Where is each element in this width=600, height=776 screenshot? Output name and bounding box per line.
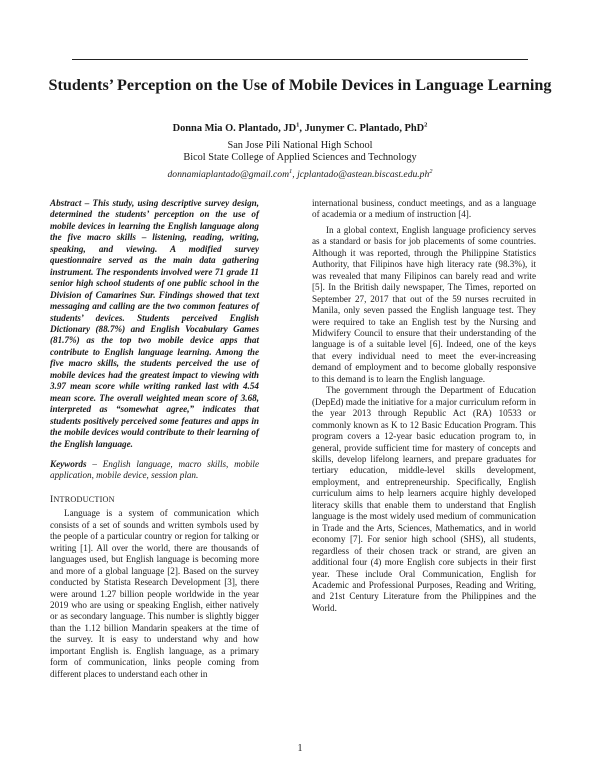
heading-rest: NTRODUCTION [53,494,115,504]
author-name: Junymer C. Plantado, PhD [304,123,425,134]
header-rule [72,59,528,60]
keywords-text: English language, macro skills, mobile application, mobile device, session plan. [50,458,259,481]
keywords [50,459,259,482]
author-affiliation-mark: 1 [296,121,300,129]
email-mark: 1 [289,167,293,175]
email-address[interactable]: donnamiaplantado@gmail.com [167,169,290,180]
affiliation-line: San Jose Pili National High School [227,140,373,151]
abstract [50,198,259,450]
email-mark: 2 [429,167,433,175]
section-heading [50,494,259,505]
email-separator: , [292,169,298,180]
abstract-text: This study, using descriptive survey design, determined the students’ perception on the use of mobile devices in learning the English language along the five macro skills – listening, reading, writing, speaking, and viewing. A modified survey questionnaire served as the main data gathering instrument. The respondents involved were 71 grade 11 senior high school students of one public school in the Division of Camarines Sur. Findings showed that text messaging and calling are the two common features of students’ devices. Students perceived English Dictionary (88.7%) and English Vocabulary Games (81.7%) as the top two mobile device apps that contribute to English language learning. Among the five macro skills, the students perceived the use of mobile devices had the greatest impact to viewing with 3.97 mean score while writing ranked last with 4.54 mean score. The overall weighted mean score of 3.68, interpreted as “somewhat agree,” indicates that students positively perceived some features and apps in the mobile devices would contribute to their learning of the English language. [50,198,260,449]
author-line [60,123,540,134]
right-column [312,198,536,614]
left-column [50,198,259,680]
affiliation-line: Bicol State College of Applied Sciences and Technology [183,152,417,163]
author-affiliation-mark: 2 [424,121,428,129]
abstract-label: Abstract [50,198,82,208]
body-paragraph: In a global context, English language proficiency serves as a standard or basis for job placements of some countries. Although it was reported, through the Philippine Statistics Authority, that Filipinos have high literacy rate (98.3%), it was revealed that many Filipinos can barely read and write [5]. In the British daily newspaper, The Times, reported on September 27, 2017 that out of the 59 nurses recruited in Manila, only seven passed the English language test. They were required to take an English test by the Nursing and Midwifery Council to ensure that their understanding of the language is of a suitable level [6]. Indeed, one of the keys that every individual need to meet the ever-increasing demand of employment and to become globally responsive to this demand is to learn the English language. [312,224,536,384]
heading-initial: I [50,493,54,505]
author-name: Donna Mia O. Plantado, JD [172,123,297,134]
email-line [60,169,540,180]
abstract-dash: – [81,198,93,208]
email-address[interactable]: jcplantado@astean.biscast.edu.ph [297,169,430,180]
keywords-label: Keywords [50,458,87,469]
page-number: 1 [297,743,303,754]
body-paragraph-continued: international business, conduct meetings, and as a language of academia or a medium of instruction [4]. [312,198,536,220]
body-paragraph: The government through the Department of Education (DepEd) made the initiative for a major curriculum reform in the year 2013 through Republic Act (RA) 10533 or commonly known as K to 12 Basic Education Program. This program covers a 12-year basic education program to, in general, provide sufficient time for mastery of concepts and skills, develop lifelong learners, and prepare graduates for tertiary education, middle-level skills development, employment, and entrepreneurship. Specifically, English curriculum aims to help learners acquire highly developed literacy skills that enable them to understand that English language is the most widely used medium of communication in Trade and the Arts, Sciences, Mathematics, and in world economy [7]. For senior high school (SHS), all students, regardless of their chosen track or strand, are given an additional four (4) more English core subjects in their first year. These include Oral Communication, English for Academic and Professional Purposes, Reading and Writing, and 21st Century Literature from the Philippines and the World. [312,385,536,613]
keywords-dash: – [86,458,103,469]
author-separator: , [299,123,305,134]
body-paragraph: Language is a system of communication which consists of a set of sounds and written symbols used by the people of a particular country or region for talking or writing [1]. All over the world, there are thousands of languages used, but English language is becoming more and more of a global language [2]. Based on the survey conducted by Statista Research Development [3], there were around 1.27 billion people worldwide in the year 2019 who are using or speaking English, either natively or as secondary language. This number is slightly bigger than the 1.12 billion Mandarin speakers at the time of the survey. It is easy to understand why and how important English is. English language, as a primary form of communication, links people coming from different places to understand each other in [50,508,259,679]
paper-title: Students’ Perception on the Use of Mobile Devices in Language Learning [48,76,552,94]
